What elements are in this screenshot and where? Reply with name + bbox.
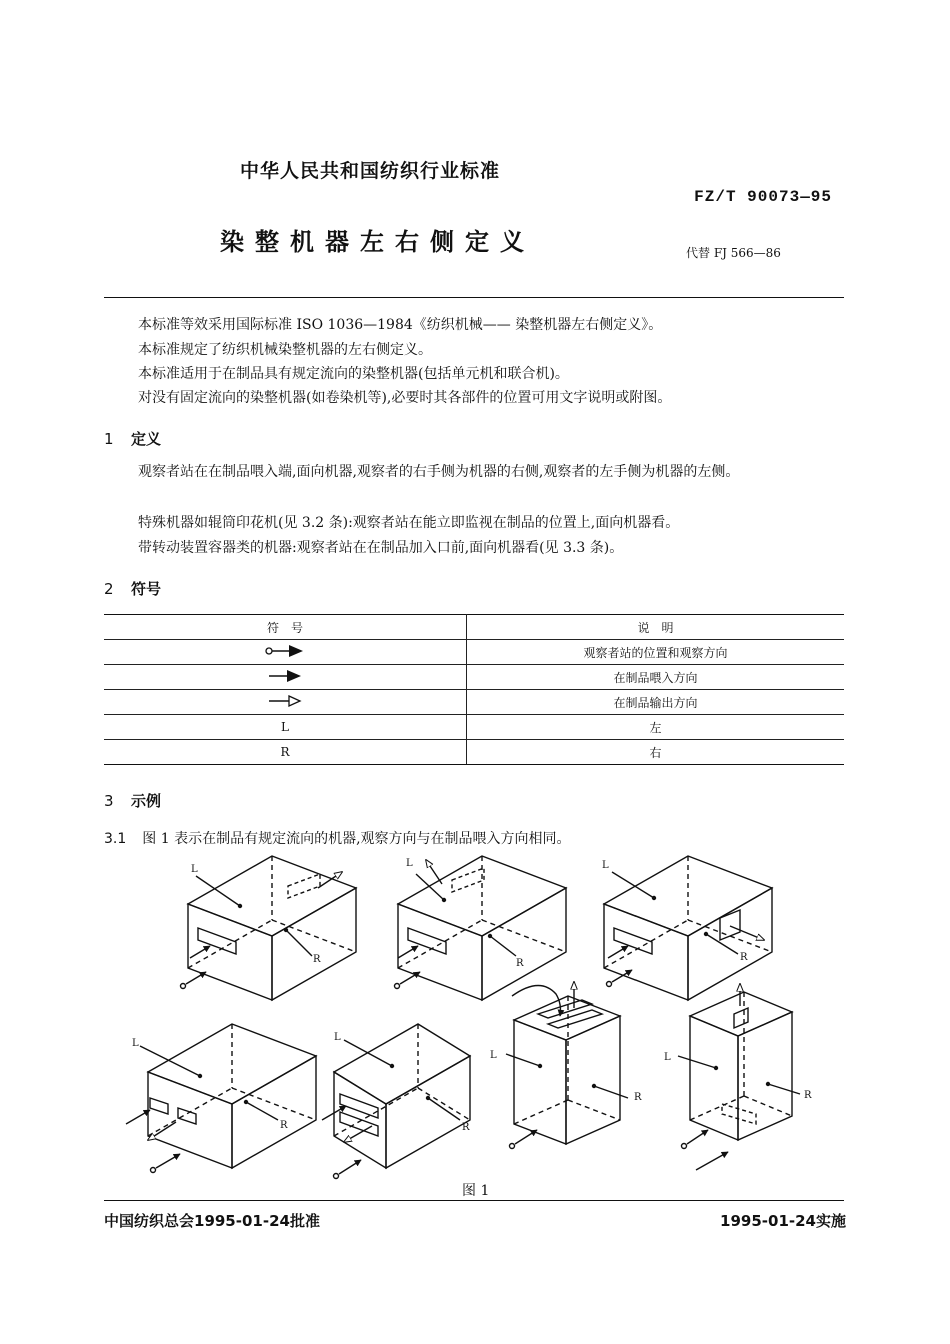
label-left: L xyxy=(132,1038,139,1049)
description-cell: 观察者站的位置和观察方向 xyxy=(467,640,845,665)
definition-paragraph: 特殊机器如辊筒印花机(见 3.2 条):观察者站在能立即监视在制品的位置上,面向机器看。 xyxy=(138,515,680,531)
label-left: L xyxy=(334,1032,341,1043)
label-right: R xyxy=(516,958,524,969)
footer-divider xyxy=(104,1200,844,1201)
machine-diagram-6 xyxy=(506,982,628,1149)
label-left: L xyxy=(664,1052,671,1063)
machine-diagram-4 xyxy=(126,1024,316,1173)
machine-diagram-3 xyxy=(604,856,772,1000)
label-right: R xyxy=(804,1090,812,1101)
description-cell: 右 xyxy=(467,740,845,765)
label-right: R xyxy=(740,952,748,963)
label-left: L xyxy=(406,858,413,869)
label-right: R xyxy=(280,1120,288,1131)
column-header: 说 明 xyxy=(467,615,845,640)
intro-paragraph: 本标准等效采用国际标准 ISO 1036—1984《纺织机械—— 染整机器左右侧定义》。 xyxy=(138,317,663,333)
section-title: 符号 xyxy=(131,580,162,598)
issuer-title: 中华人民共和国纺织行业标准 xyxy=(240,160,501,182)
standard-code: FZ/T 90073—95 xyxy=(694,188,832,206)
intro-paragraph: 对没有固定流向的染整机器(如卷染机等),必要时其各部件的位置可用文字说明或附图。 xyxy=(138,390,672,406)
symbol-cell: L xyxy=(104,715,467,740)
description-cell: 左 xyxy=(467,715,845,740)
label-left: L xyxy=(602,860,609,871)
section-title: 定义 xyxy=(131,430,162,448)
column-header: 符 号 xyxy=(104,615,467,640)
definition-paragraph: 带转动装置容器类的机器:观察者站在在制品加入口前,面向机器看(见 3.3 条)。 xyxy=(138,540,624,556)
section-number: 3 xyxy=(104,792,114,810)
symbol-cell: R xyxy=(104,740,467,765)
replaces-note: 代替 FJ 566—86 xyxy=(686,246,781,260)
section-number: 1 xyxy=(104,430,114,448)
section-title: 示例 xyxy=(131,792,162,810)
figure-caption: 图 1 xyxy=(462,1183,490,1199)
description-cell: 在制品喂入方向 xyxy=(467,665,845,690)
intro-paragraph: 本标准规定了纺织机械染整机器的左右侧定义。 xyxy=(138,342,432,358)
effective-note: 1995-01-24实施 xyxy=(720,1212,846,1230)
description-cell: 在制品输出方向 xyxy=(467,690,845,715)
intro-paragraph: 本标准适用于在制品具有规定流向的染整机器(包括单元机和联合机)。 xyxy=(138,366,569,382)
machine-diagram-2 xyxy=(395,856,567,1000)
label-right: R xyxy=(462,1122,470,1133)
section-number: 2 xyxy=(104,580,114,598)
machine-diagram-5 xyxy=(322,1024,470,1179)
machine-diagram-7 xyxy=(678,984,800,1170)
subsection-number: 3.1 xyxy=(104,831,127,847)
label-left: L xyxy=(191,864,198,875)
label-left: L xyxy=(490,1050,497,1061)
approval-note: 中国纺织总会1995-01-24批准 xyxy=(104,1212,320,1230)
page-title: 染整机器左右侧定义 xyxy=(220,228,535,256)
definition-paragraph: 观察者站在在制品喂入端,面向机器,观察者的右手侧为机器的右侧,观察者的左手侧为机器的左侧。 xyxy=(138,464,740,480)
label-right: R xyxy=(313,954,321,965)
subsection-text: 图 1 表示在制品有规定流向的机器,观察方向与在制品喂入方向相同。 xyxy=(142,831,571,847)
machine-diagram-1 xyxy=(181,856,357,1000)
label-right: R xyxy=(634,1092,642,1103)
